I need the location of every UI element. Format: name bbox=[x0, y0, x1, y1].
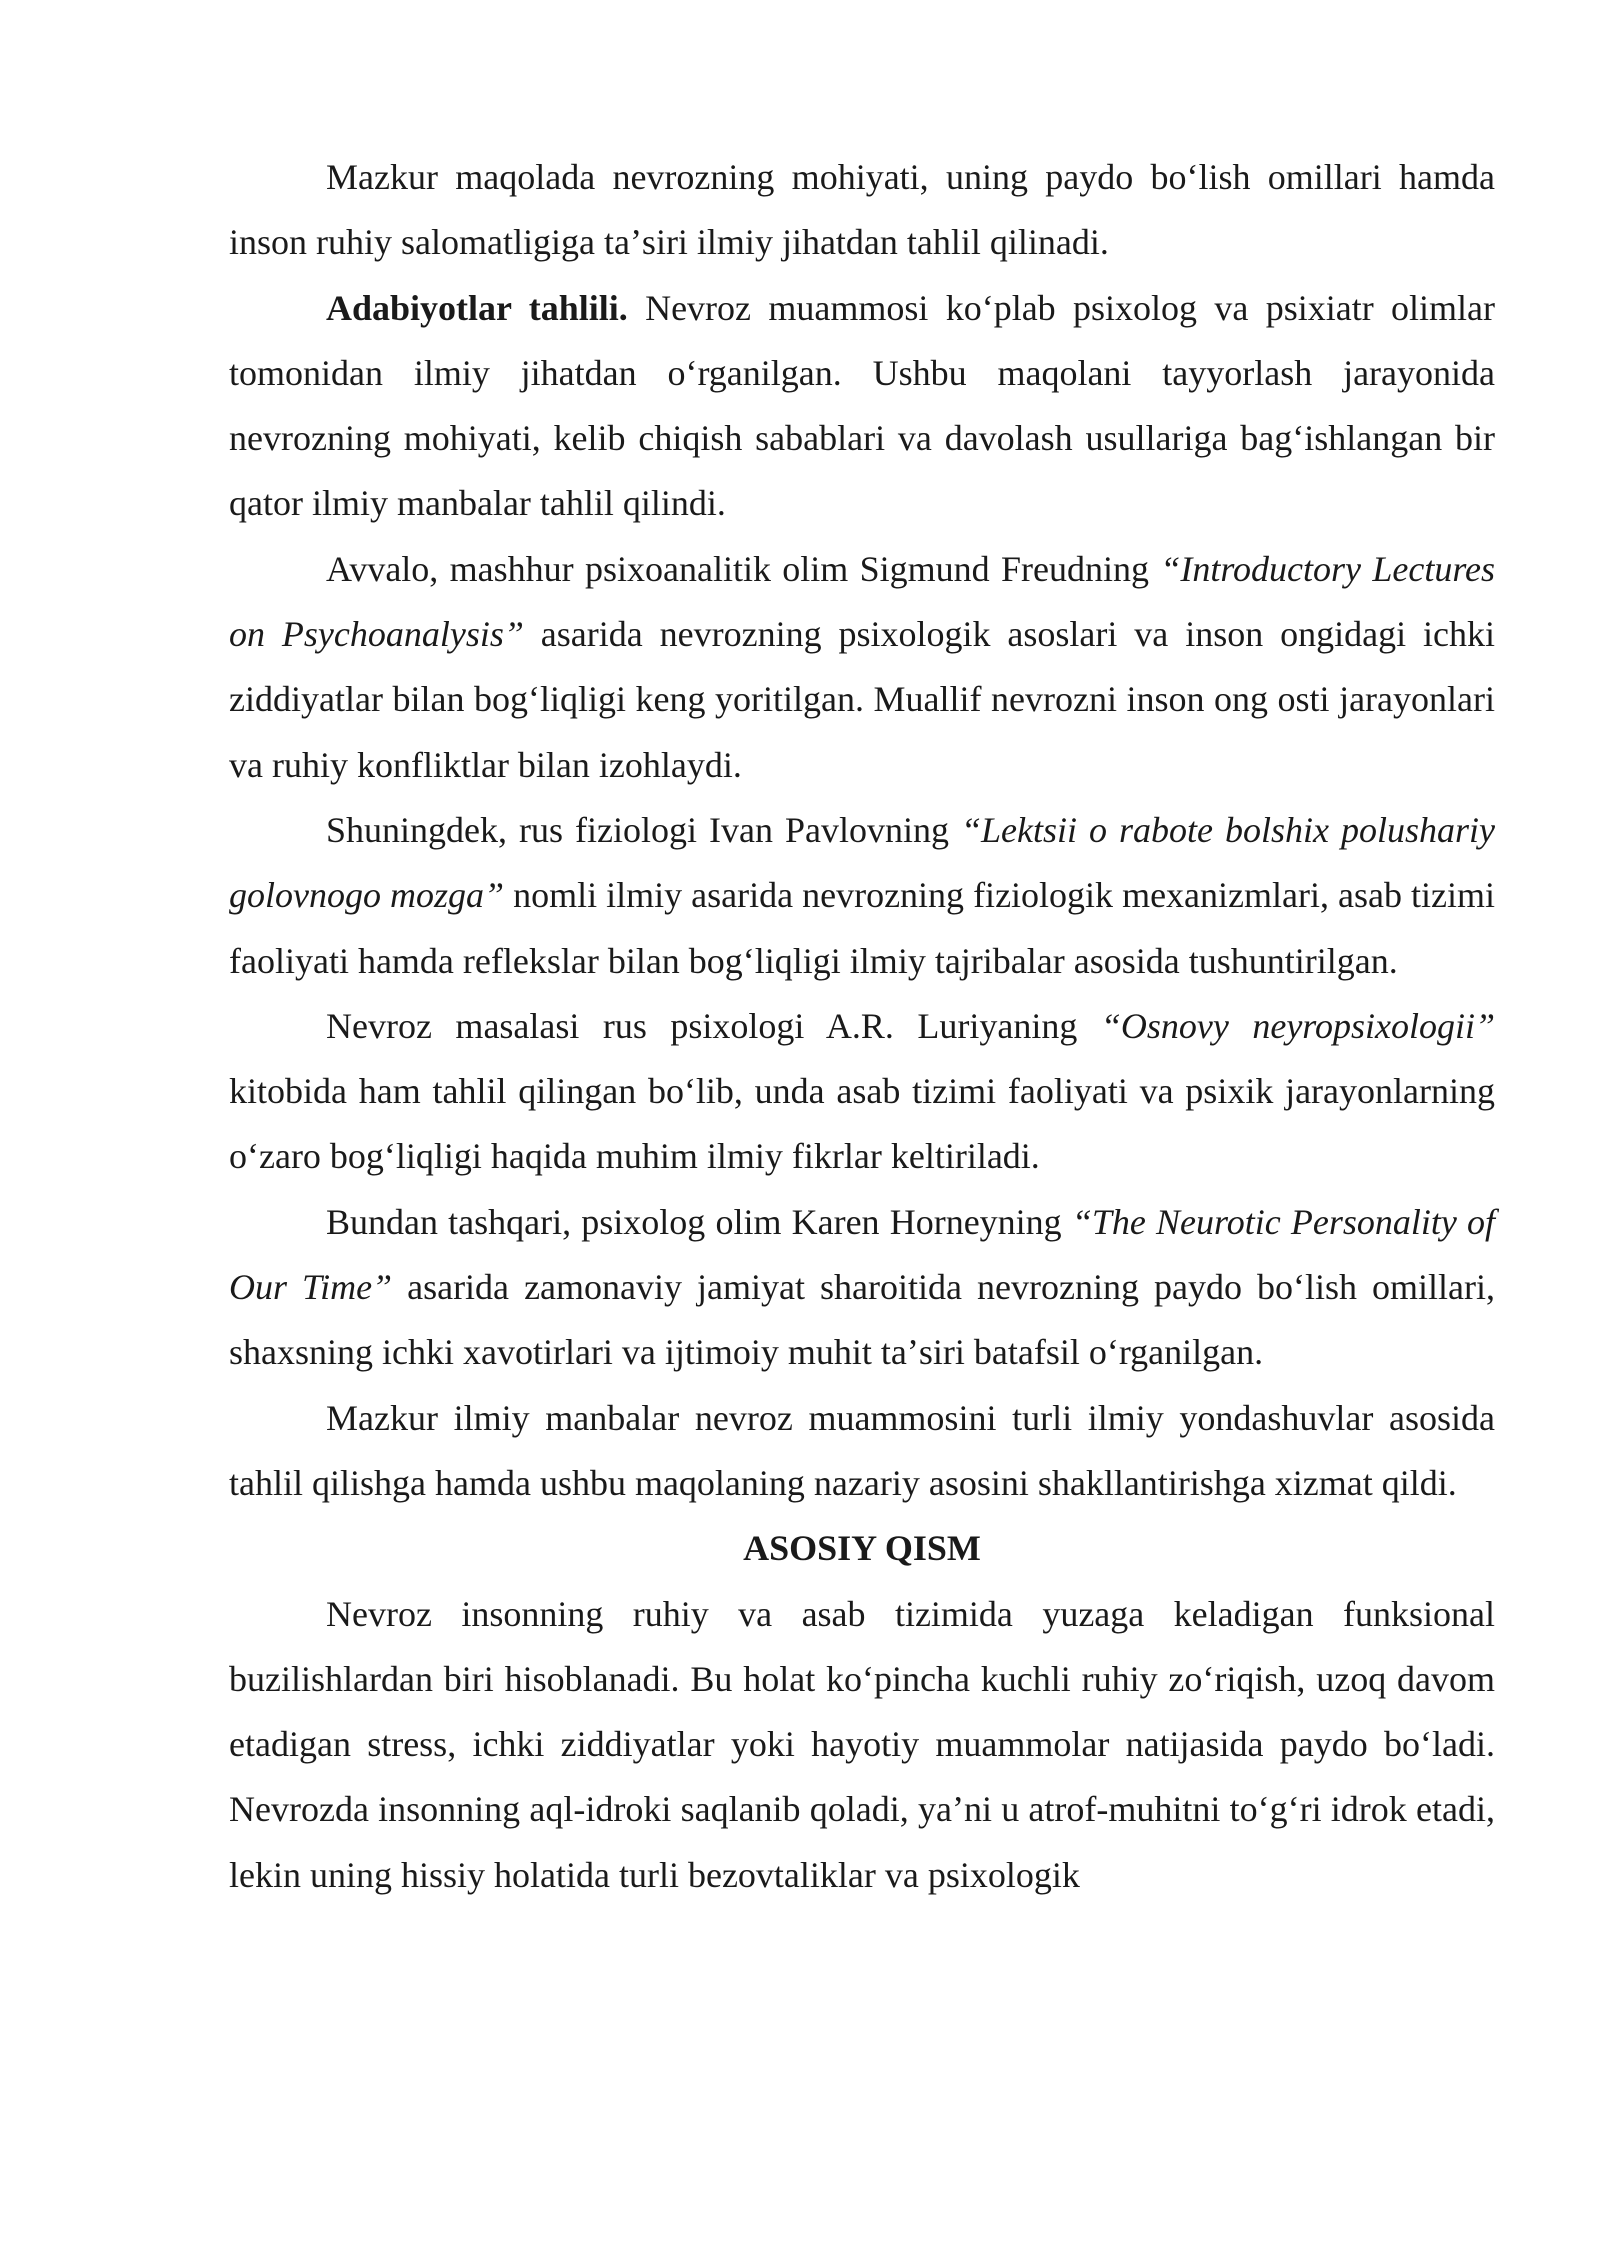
pavlov-paragraph bbox=[229, 798, 1495, 994]
main-section-text: Nevroz insonning ruhiy va asab tizimida yuzaga keladigan funksional buzilishlardan biri hisoblanadi. Bu holat koʻpincha kuchli ruhiy zoʻriqish, uzoq davom etadigan stress, ichki ziddiyatlar yoki hayotiy muammolar natijasida paydo boʻladi. Nevrozda insonning aql-idroki saqlanib qoladi, yaʼni u atrof-muhitni toʻgʻri idrok etadi, lekin uning hissiy holatida turli bezovtaliklar va psixologik bbox=[229, 1593, 1495, 1895]
document-page bbox=[229, 145, 1495, 1908]
luria-text-after: kitobida ham tahlil qilingan boʻlib, unda asab tizimi faoliyati va psixik jarayonlarning oʻzaro bogʻliqligi haqida muhim ilmiy fikrlar keltiriladi. bbox=[229, 1071, 1495, 1177]
literature-review-lead: Adabiyotlar tahlili. bbox=[326, 287, 628, 328]
luria-book-title: “Osnovy neyropsixologii” bbox=[1100, 1005, 1496, 1046]
horney-book-title: “The Neurotic Personality of Our Time” bbox=[229, 1201, 1495, 1308]
main-section-paragraph bbox=[229, 1582, 1495, 1908]
section-heading: ASOSIY QISM bbox=[743, 1528, 981, 1569]
literature-review-text: Nevroz muammosi koʻplab psixolog va psixiatr olimlar tomonidan ilmiy jihatdan oʻrganilgan. Ushbu maqolani tayyorlash jarayonida nevrozning mohiyati, kelib chiqish sabablari va davolash usullariga bagʻishlangan bir qator ilmiy manbalar tahlil qilindi. bbox=[229, 287, 1495, 524]
freud-text-after: asarida nevrozning psixologik asoslari va inson ongidagi ichki ziddiyatlar bilan bogʻliqligi keng yoritilgan. Muallif nevrozni inson ong osti jarayonlari va ruhiy konfliktlar bilan izohlaydi. bbox=[229, 614, 1495, 785]
luria-text-before: Nevroz masalasi rus psixologi A.R. Luriyaning bbox=[326, 1005, 1101, 1046]
intro-paragraph bbox=[229, 145, 1495, 276]
luria-paragraph bbox=[229, 994, 1495, 1190]
sources-summary-text: Mazkur ilmiy manbalar nevroz muammosini turli ilmiy yondashuvlar asosida tahlil qilishga hamda ushbu maqolaning nazariy asosini shakllantirishga xizmat qildi. bbox=[229, 1397, 1495, 1503]
freud-book-title: “Introductory Lectures on Psychoanalysis” bbox=[229, 548, 1495, 655]
horney-text-after: asarida zamonaviy jamiyat sharoitida nevrozning paydo boʻlish omillari, shaxsning ichki xavotirlari va ijtimoiy muhit taʼsiri batafsil oʻrganilgan. bbox=[229, 1267, 1495, 1373]
intro-text: Mazkur maqolada nevrozning mohiyati, uning paydo boʻlish omillari hamda inson ruhiy salomatligiga taʼsiri ilmiy jihatdan tahlil qilinadi. bbox=[229, 157, 1495, 263]
literature-review-paragraph bbox=[229, 276, 1495, 537]
pavlov-book-title: “Lektsii o rabote bolshix polushariy golovnogo mozga” bbox=[229, 809, 1496, 916]
freud-text-before: Avvalo, mashhur psixoanalitik olim Sigmund Freudning bbox=[326, 548, 1161, 589]
pavlov-text-after: nomli ilmiy asarida nevrozning fiziologik mexanizmlari, asab tizimi faoliyati hamda reflekslar bilan bogʻliqligi ilmiy tajribalar asosida tushuntirilgan. bbox=[229, 875, 1495, 981]
horney-paragraph bbox=[229, 1190, 1495, 1386]
pavlov-text-before: Shuningdek, rus fiziologi Ivan Pavlovning bbox=[326, 809, 961, 850]
horney-text-before: Bundan tashqari, psixolog olim Karen Horneyning bbox=[326, 1201, 1072, 1242]
sources-summary-paragraph bbox=[229, 1386, 1495, 1517]
freud-paragraph bbox=[229, 537, 1495, 798]
